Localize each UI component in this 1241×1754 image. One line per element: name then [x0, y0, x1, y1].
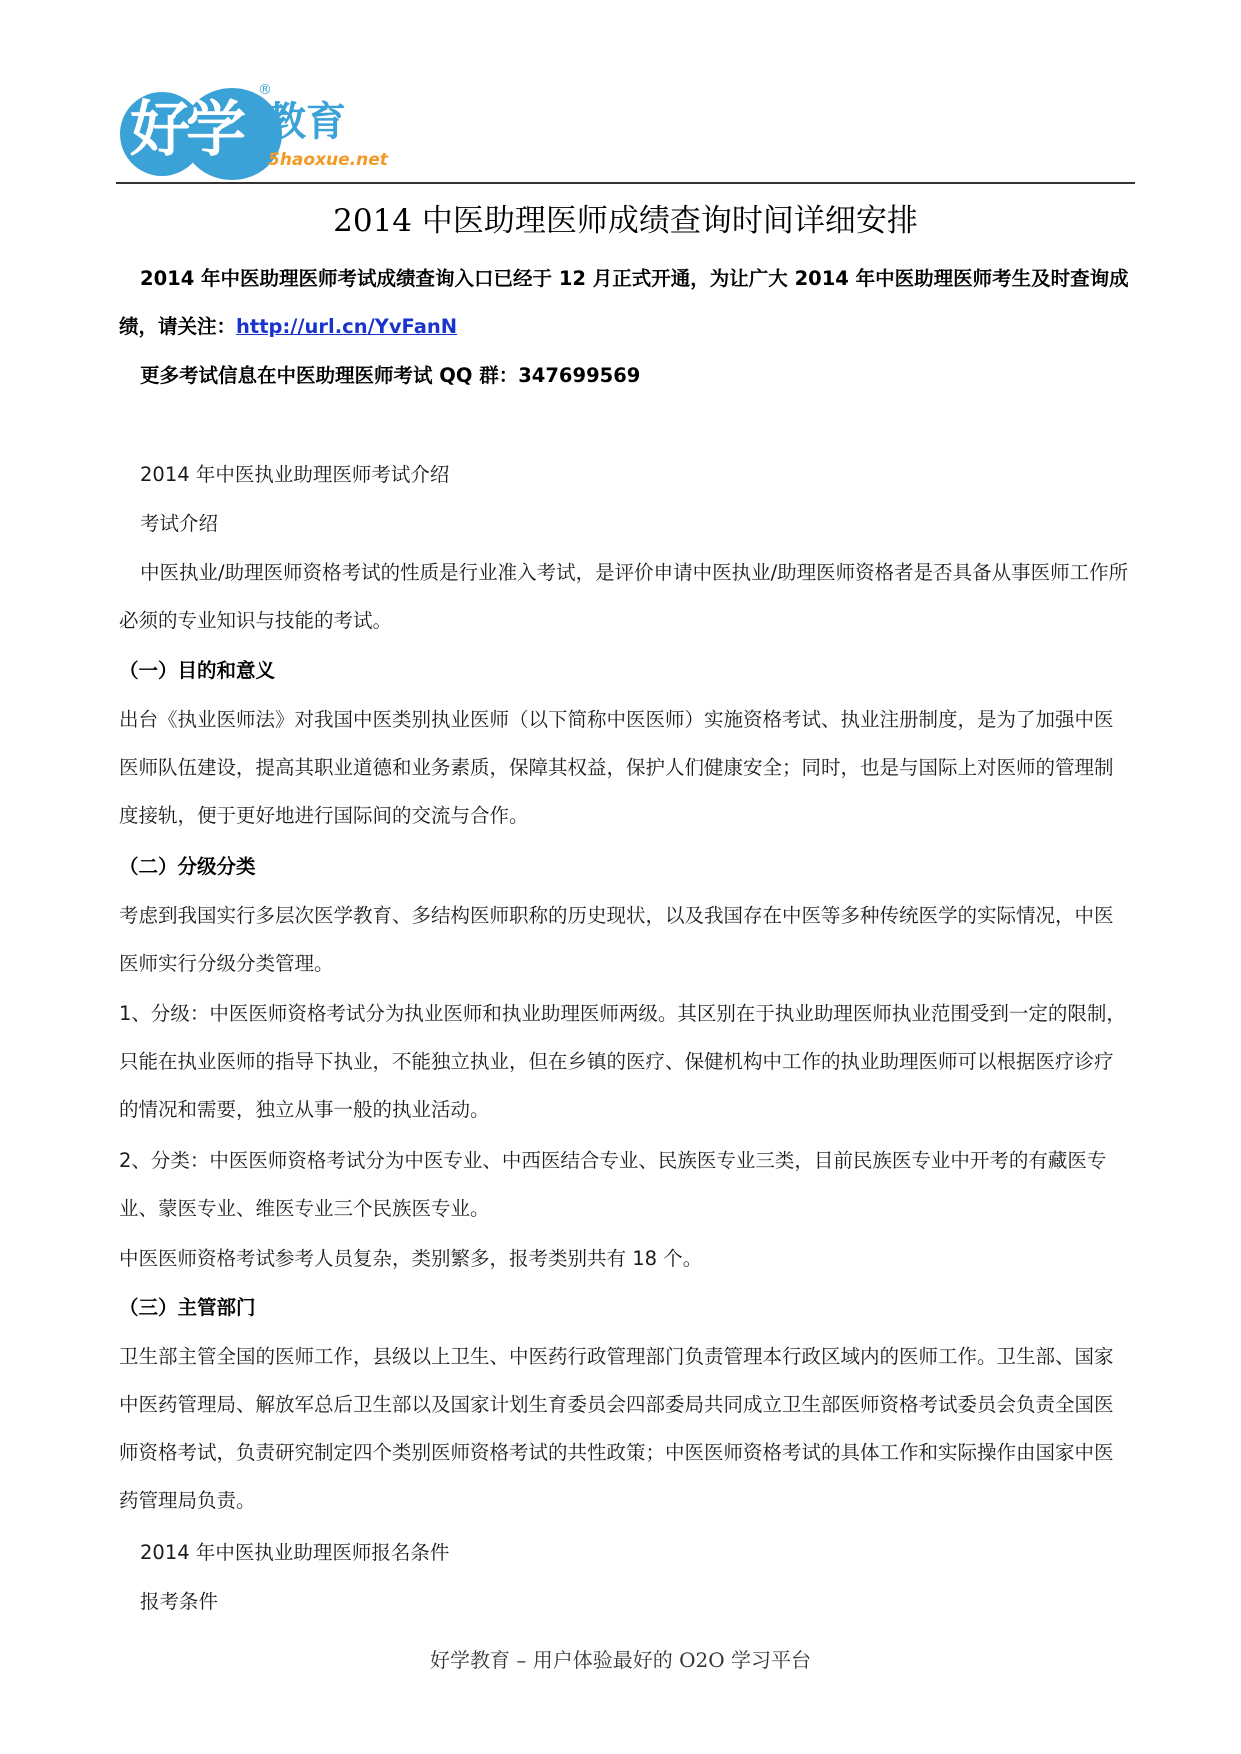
intro-paragraph [119, 255, 1131, 351]
page-header [116, 80, 1135, 184]
page-footer: 好学教育 – 用户体验最好的 O2O 学习平台 [430, 1648, 811, 1672]
page-title: 2014 中医助理医师成绩查询时间详细安排 [333, 203, 918, 239]
section-heading-authority: （三）主管部门 [119, 1296, 256, 1319]
exam-intro-subtitle: 考试介绍 [140, 512, 219, 535]
registration-subtitle: 报考条件 [140, 1590, 219, 1613]
haoxue-logo[interactable] [116, 80, 456, 180]
authority-paragraph: 卫生部主管全国的医师工作，县级以上卫生、中医药行政管理部门负责管理本行政区域内的医师工作。卫生部、国家中医药管理局、解放军总后卫生部以及国家计划生育委员会四部委局共同成立卫生部医师资格考试委员会负责全国医师资格考试，负责研究制定四个类别医师资格考试的共性政策；中医医师资格考试的具体工作和实际操作由国家中医药管理局负责。 [119, 1345, 1114, 1512]
logo-brand: 教育 [266, 99, 346, 145]
header-divider [116, 182, 1135, 184]
logo-url: 5haoxue.net [268, 150, 388, 170]
exam-intro-text: 中医执业/助理医师资格考试的性质是行业准入考试，是评价申请中医执业/助理医师资格者是否具备从事医师工作所必须的专业知识与技能的考试。 [119, 561, 1129, 632]
intro-text: 2014 年中医助理医师考试成绩查询入口已经于 12 月正式开通，为让广大 2014 年中医助理医师考生及时查询成绩，请关注： [119, 267, 1129, 338]
logo-text: 好学 [130, 95, 242, 165]
section-heading-classification: （二）分级分类 [119, 855, 256, 878]
category-paragraph: 2、分类：中医医师资格考试分为中医专业、中西医结合专业、民族医专业三类，目前民族医专业中开考的有藏医专业、蒙医专业、维医专业三个民族医专业。 [119, 1149, 1107, 1220]
qq-group-line: 更多考试信息在中医助理医师考试 QQ 群：347699569 [140, 364, 641, 387]
registration-title: 2014 年中医执业助理医师报名条件 [140, 1541, 450, 1564]
section-heading-purpose: （一）目的和意义 [119, 659, 276, 682]
purpose-paragraph: 出台《执业医师法》对我国中医类别执业医师（以下简称中医医师）实施资格考试、执业注册制度，是为了加强中医医师队伍建设，提高其职业道德和业务素质，保障其权益，保护人们健康安全；同时，也是与国际上对医师的管理制度接轨，便于更好地进行国际间的交流与合作。 [119, 708, 1114, 827]
classification-paragraph: 考虑到我国实行多层次医学教育、多结构医师职称的历史现状，以及我国存在中医等多种传统医学的实际情况，中医医师实行分级分类管理。 [119, 904, 1114, 975]
category-count-paragraph: 中医医师资格考试参考人员复杂，类别繁多，报考类别共有 18 个。 [119, 1247, 703, 1270]
exam-intro-title: 2014 年中医执业助理医师考试介绍 [140, 463, 450, 486]
registered-mark: ® [258, 82, 272, 98]
score-query-link[interactable]: http://url.cn/YvFanN [236, 315, 458, 338]
grading-paragraph: 1、分级：中医医师资格考试分为执业医师和执业助理医师两级。其区别在于执业助理医师执业范围受到一定的限制，只能在执业医师的指导下执业，不能独立执业，但在乡镇的医疗、保健机构中工作的执业助理医师可以根据医疗诊疗的情况和需要，独立从事一般的执业活动。 [119, 1002, 1126, 1121]
